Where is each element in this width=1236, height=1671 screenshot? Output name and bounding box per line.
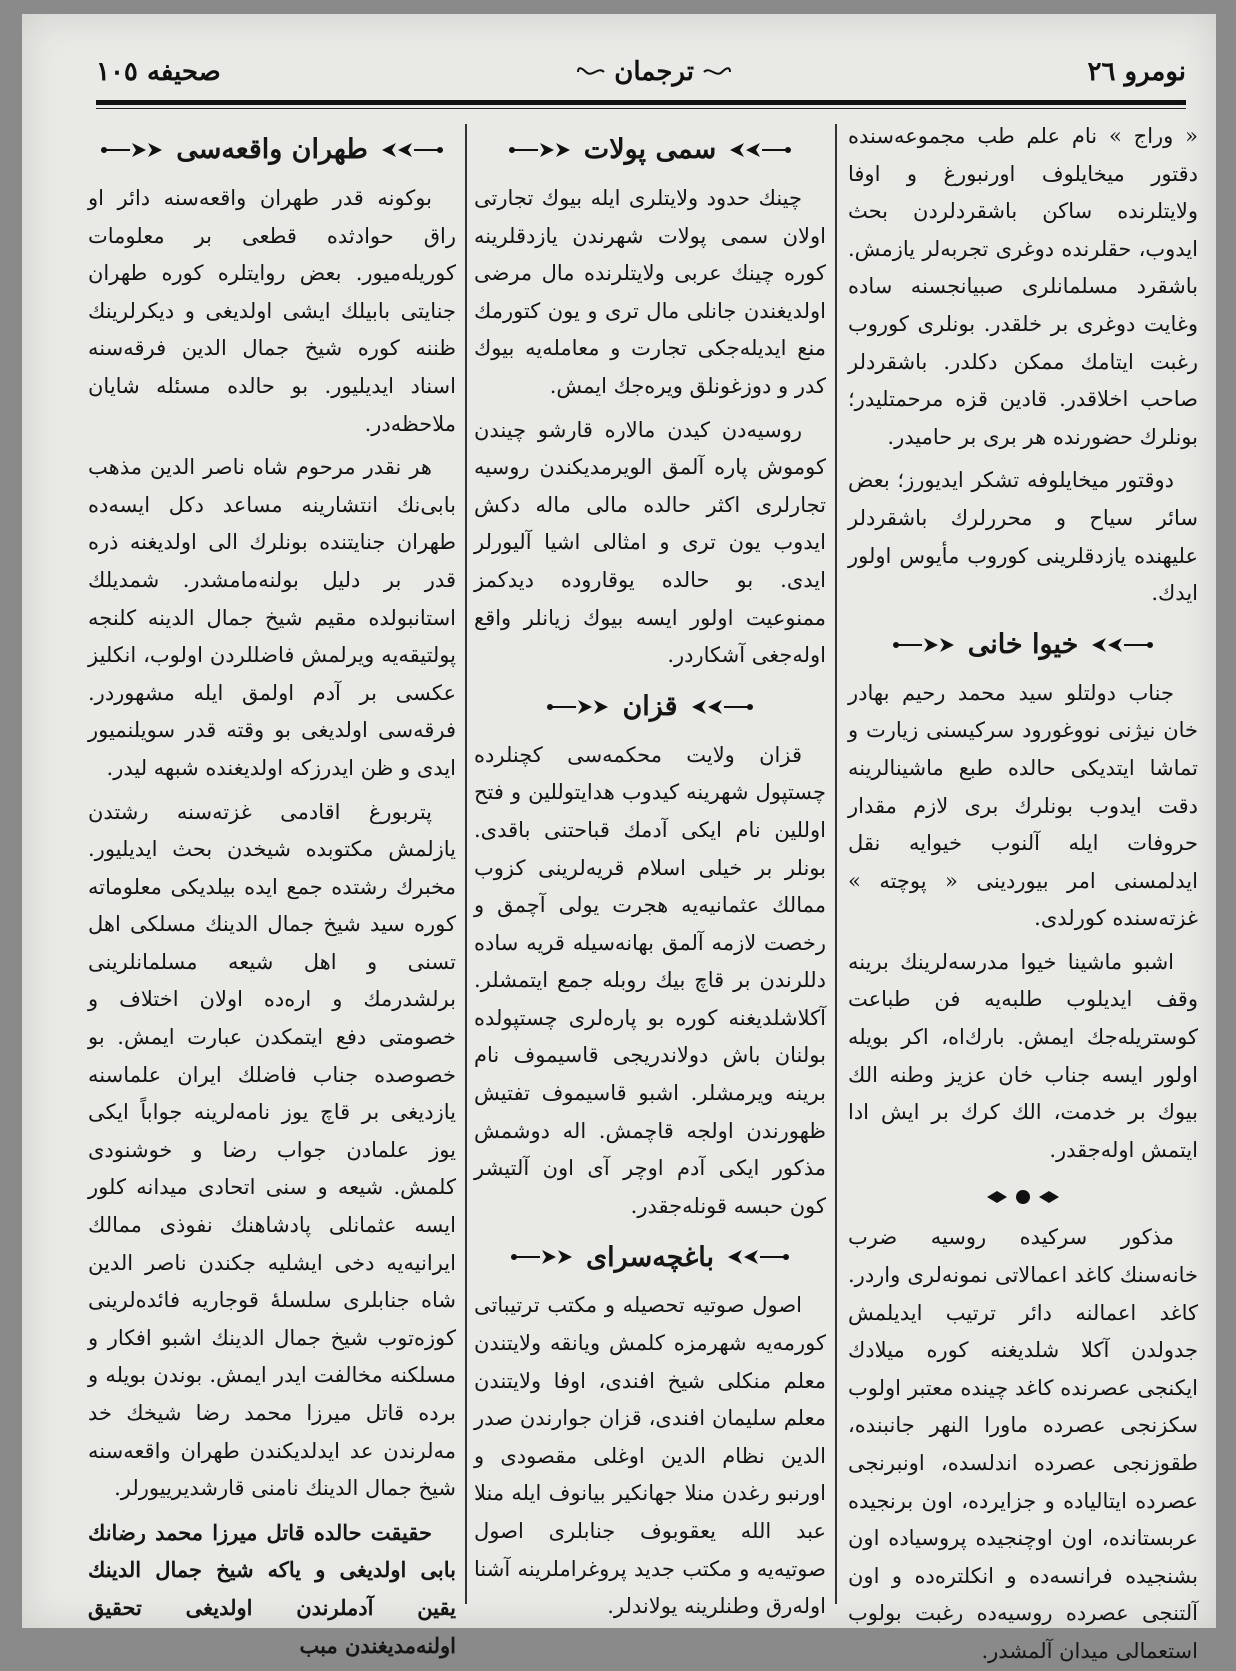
heading-ornament-icon bbox=[510, 1246, 576, 1268]
heading-ornament-icon bbox=[1088, 634, 1154, 656]
heading-ornament-icon bbox=[378, 139, 444, 161]
article-paragraph: هر نقدر مرحوم شاه ناصر الدين مذهب بابى‌نك انتشارينه مساعد دكل ايسه‌ده طهران جنايتنده بونلرك الى اولديغنه ذره قدر بر دليل بولنه‌مامشدر. شمديلك استانبولده مقيم شيخ جمال الدينه كلنجه پولتيقه‌يه ويرلمش فاضللردن اولوب، انكليز عكسى بر آدم اولمق ايله مشهوردر. فرقه‌سى اولديغى بو وقته قدر سويلنميور ايدى و ظن ايدرزكه اولديغنده شبهه ليدر. bbox=[88, 455, 456, 780]
header-rule-thin bbox=[96, 108, 1186, 109]
heading-ornament-icon bbox=[546, 696, 612, 718]
article-paragraph: چينك حدود ولايتلرى ايله بيوك تجارتى اولان سمى پولات شهرندن يازدقلرينه كوره چينك عربى ولايتلرنده مال مرضى اولديغندن جانلى مال ترى و يون كتورمك منع ايديله‌جكى تجارت و معامله‌يه بيوك كدر و دوزغونلق ويره‌جك ايمش. bbox=[474, 186, 826, 398]
article-paragraph: قزان ولايت محكمه‌سى كچنلرده چستپول شهرينه كيدوب هدايتوللين و فتح اوللين نام ايكى آدمك قباحتنى باقدى. بونلر بر خيلى اسلام قريه‌لرينى كزوب ممالك عثمانيه‌يه هجرت يولى آچمق و رخصت لازمه آلمق بهانه‌سيله قريه ساده دللرندن بر قاچ بيك روبله جمع ايتمشلر. آكلاشلديغنه كوره بو پاره‌لرى چستپولده بولنان باش دولاندريجى قاسيموف نام برينه ويرمشلر. اشبو قاسيموف تفتيش ظهورندن اولجه قاچمش. اله دوشمش مذكور ايكى آدم اوچر آى اون آلتيشر كون حبسه قونله‌جقدر. bbox=[474, 742, 826, 1218]
header-rule bbox=[96, 100, 1186, 105]
section-heading bbox=[474, 681, 826, 733]
page-number: صحيفه ١٠٥ bbox=[96, 57, 221, 87]
middle-column bbox=[474, 118, 826, 1619]
article-paragraph: پتربورغ اقادمى غزته‌سنه رشتدن يازلمش مكتوبده شيخدن بحث ايديليور. مخبرك رشتده جمع ايده بيلديكى معلوماته كوره سيد شيخ جمال الدينك مسلكى اهل تسنى و اهل شيعه مسلمانلرينى برلشدرمك و اره‌ده اولان اختلاف و خصومتى دفع ايتمكدن عبارت ايمش. بو خصوصده جناب فاضلك ايران علماسنه يازديغى بر قاچ يوز نامه‌لرينه جواباً ايكى يوز علمادن جواب رضا و خوشنودى كلمش. شيعه و سنى اتحادى ميدانه كلور ايسه عثمانلى پادشاهنك نفوذى ممالك ايرانيه‌يه دخى ايشليه جكندن ناصر الدين شاه جنابلرى سلسلهٔ قوجاريه فائده‌لرينى كوزه‌توب شيخ جمال الدينك اشبو افكار و مسلكنه مخالفت ايدر ايمش. بوندن بويله و برده قاتل ميرزا محمد رضا شيخك خد مه‌لرندن عد ايدلديكندن طهران واقعه‌سنه شيخ جمال الدينك نامنى قارشديرييورلر. bbox=[88, 799, 456, 1501]
heading-text: سمى پولات bbox=[583, 134, 717, 166]
article-paragraph: مذكور سركيده روسيه ضرب خانه‌سنك كاغد اعمالاتى نمونه‌لرى واردر. كاغد اعمالنه دائر ترتيب ايديلمش جدولدن آكلا شلديغنه كوره ميلادك ايكنجى عصرنده كاغد چينده معتبر اولوب سكزنجى عصرده ماورا النهر جانبنده، طقوزنجى عصرده اندلسده، اونبرنجى عصرده ايتاليا‌ده و جزايرده، اون برنجيده عربستانده، اون اوچنجيده پروسياده اون بشنجيده فرانسه‌ده و انكلتره‌ده و اون آلتنجى عصرده روسيه‌ده رغبت بولوب استعمالى ميدان آلمشدر. bbox=[848, 1225, 1198, 1663]
diamond-dot-divider-icon bbox=[983, 1187, 1063, 1207]
section-heading bbox=[474, 124, 826, 176]
heading-text: باغچه‌سراى bbox=[586, 1241, 714, 1273]
heading-ornament-icon bbox=[508, 139, 574, 161]
article-paragraph: جناب دولتلو سيد محمد رحيم بهادر خان نيژنى نووغورود سركيسنى زيارت و تماشا ايتديكى حالده طبع ماشينالرينه دقت ايدوب بونلرك برى لازم مقدار حروفات ايله آلنوب خيوايه نقل ايدلمسنى امر بيوردينى « پوچته » غزته‌سنده كورلدى. bbox=[848, 680, 1198, 931]
article-paragraph: دوقتور ميخايلوفه تشكر ايديورز؛ بعض سائر سياح و محررلرك باشقردلر عليهنده يازدقلرينى كوروب مأيوس اولور ايدك. bbox=[848, 468, 1198, 606]
heading-text: طهران واقعه‌سى bbox=[176, 134, 368, 166]
masthead bbox=[576, 57, 732, 87]
heading-text: خيوا خانى bbox=[967, 628, 1079, 660]
heading-ornament-icon bbox=[688, 696, 754, 718]
article-paragraph: روسيه‌دن كيدن مالاره قارشو چيندن كوموش پاره آلمق الويرمديكندن روسيه تجارلرى اكثر حالده مالى ماله دكش ايدوب يون ترى و امثالى اشيا آليورلر ايدى. بو حالده يوقاروده ديدكمز ممنوعيت اولور ايسه بيوك زيانلر واقع اوله‌جغى آشكاردر. bbox=[474, 417, 826, 668]
page-header bbox=[96, 50, 1186, 94]
heading-ornament-icon bbox=[726, 139, 792, 161]
right-column bbox=[848, 118, 1198, 1663]
column-divider bbox=[835, 124, 837, 1604]
heading-ornament-icon bbox=[100, 139, 166, 161]
article-paragraph: حقيقت حالده قاتل ميرزا محمد رضانك بابى اولديغى و ياكه شيخ جمال الدينك يقين آدملرندن اولديغى تحقيق اولنه‌مديغندن مبب bbox=[88, 1519, 456, 1658]
article-paragraph: بوكونه قدر طهران واقعه‌سنه دائر او راق حوادثده قطعى بر معلومات كوريله‌ميور. بعض روايتلره كوره طهران جنايتى بابيلك ايشى اولديغى و ديكرلرينك ظننه كوره شيخ جمال الدين فرقه‌سنه اسناد ايديليور. بو حالده مسئله شايان ملاحظه‌در. bbox=[88, 186, 456, 436]
column-divider bbox=[465, 124, 467, 1604]
section-heading bbox=[88, 124, 456, 176]
flourish-ornament-icon bbox=[702, 65, 732, 79]
article-paragraph: « وراج » نام علم طب مجموعه‌سنده دقتور ميخايلوف اورنبورغ و اوفا ولايتلرنده ساكن باشقردلردن بحث ايدوب، حقلرنده دوغرى تجربه‌لر يازمش. باشقرد مسلمانلرى صبيانجسنه ساده وغايت دوغرى بر خلقدر. بونلرى كوروب رغبت ايتامك ممكن دكلدر. باشقردلر صاحب اخلاقدر. قادين قزه مرحمتليدر؛ بونلرك حضورنده هر برى بر حاميدر. bbox=[848, 124, 1198, 449]
newspaper-page bbox=[22, 14, 1216, 1663]
heading-ornament-icon bbox=[724, 1246, 790, 1268]
article-paragraph: اصول صوتيه تحصيله و مكتب ترتيباتى كورمه‌يه شهرمزه كلمش ويانقه ولايتندن معلم منكلى شيخ افندى، اوفا ولايتندن معلم سليمان افندى، قزان جوارندن صدر الدين نظام الدين اوغلى مقصودى و اورنبو رغدن منلا جهانكير بيانوف ايله منلا عبد الله يعقوبوف جنابلرى اصول صوتيه‌يه و مكتب جديد پروغراملرينه آشنا اوله‌رق وطنلرينه يولاندلر. bbox=[474, 1293, 826, 1619]
heading-text: قزان bbox=[622, 690, 678, 722]
section-heading bbox=[474, 1231, 826, 1283]
article-paragraph: اشبو ماشينا خيوا مدرسه‌لرينك برينه وقف ايديلوب طلبه‌يه فن طباعت كوستريله‌جك ايمش. بارك‌اه، اكر بويله اولور ايسه جناب خان عزيز وطنه الك بيوك بر خدمت، الك كرك بر ايش ادا ايتمش اوله‌جقدر. bbox=[848, 949, 1198, 1162]
section-heading bbox=[848, 619, 1198, 671]
newspaper-title: ترجمان bbox=[614, 57, 694, 87]
flourish-ornament-icon bbox=[576, 65, 606, 79]
left-column bbox=[88, 118, 456, 1658]
heading-ornament-icon bbox=[892, 634, 958, 656]
section-divider bbox=[848, 1175, 1198, 1219]
issue-number: نومرو ٢٦ bbox=[1087, 57, 1186, 87]
